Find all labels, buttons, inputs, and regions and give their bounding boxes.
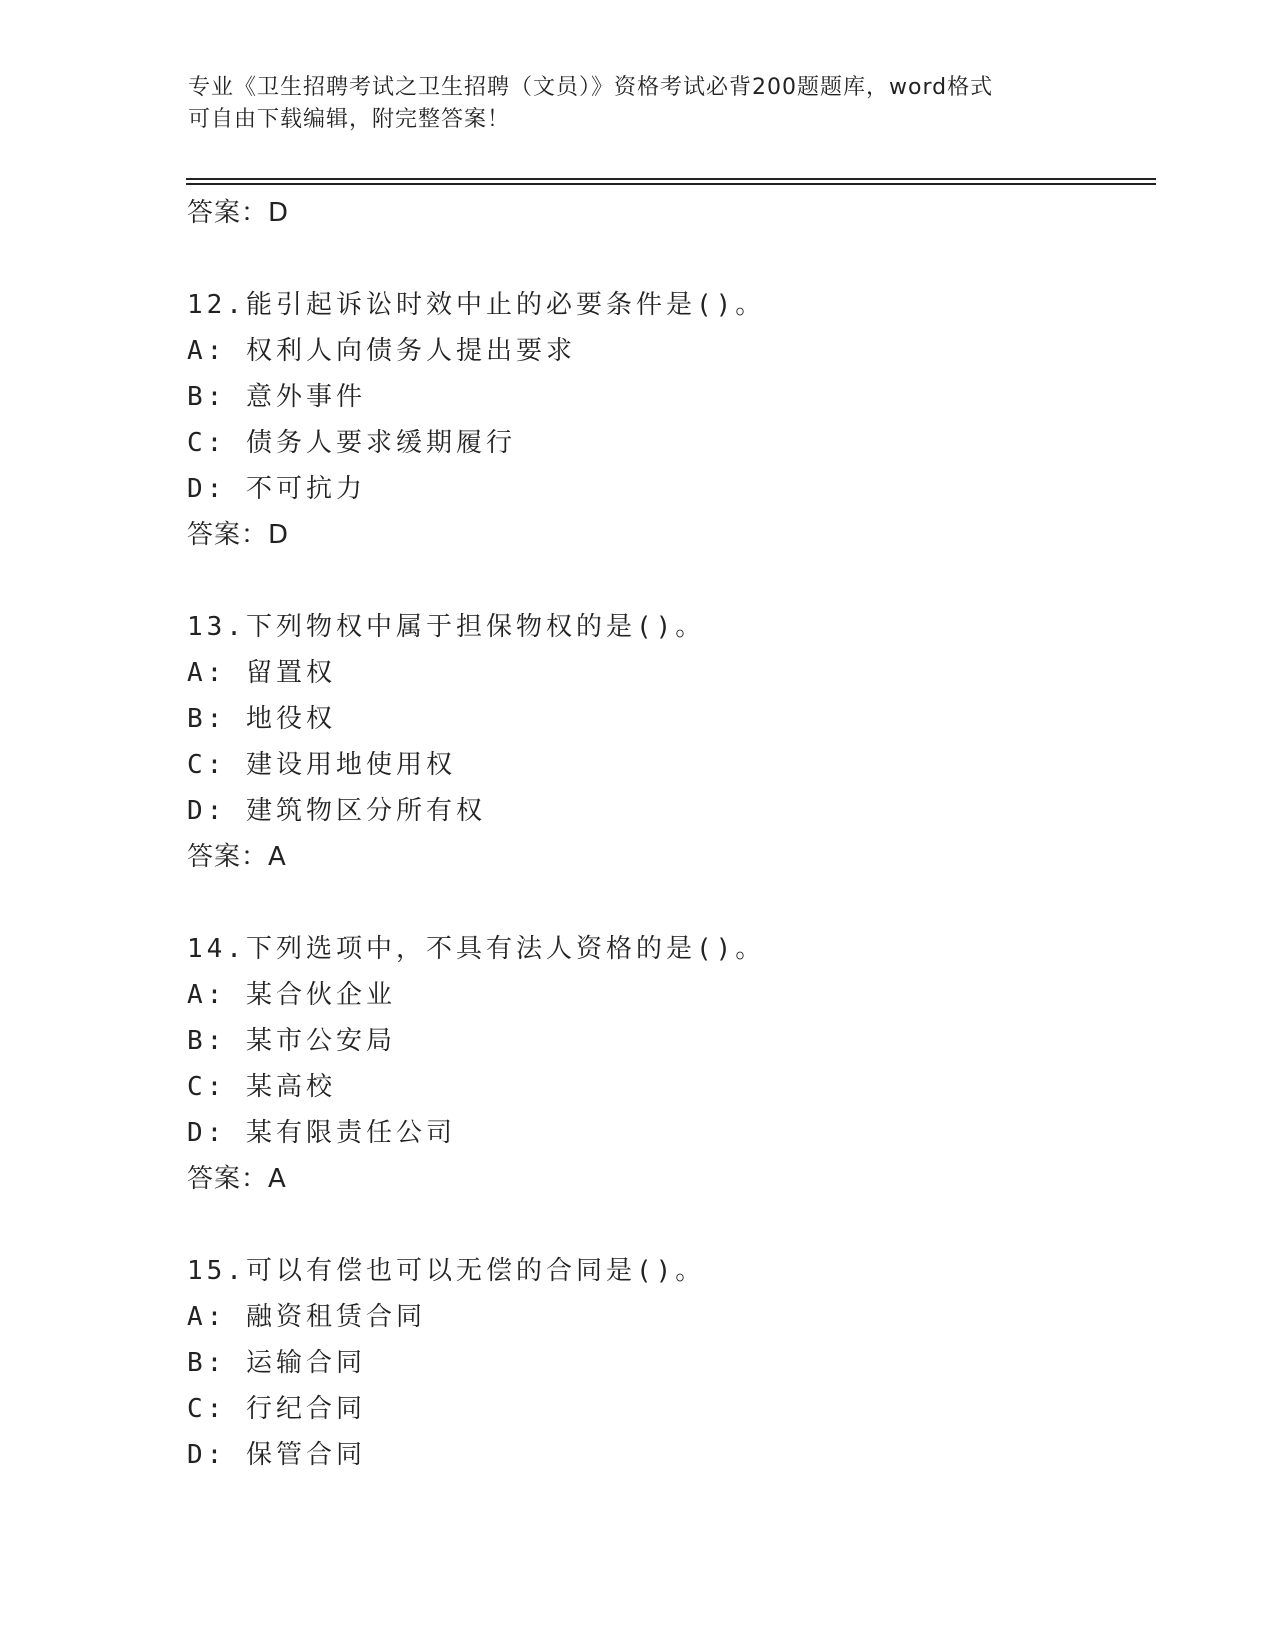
option-c: C: 建设用地使用权	[187, 750, 456, 780]
option-c: C: 行纪合同	[187, 1394, 366, 1424]
spacer	[187, 880, 1147, 926]
option-b: B: 地役权	[187, 704, 336, 734]
option-a: A: 某合伙企业	[187, 980, 396, 1010]
header-divider-top	[186, 178, 1156, 180]
document-header	[188, 72, 1068, 136]
previous-answer: 答案：D	[187, 198, 290, 228]
option-d: D: 保管合同	[187, 1440, 366, 1470]
question-stem: 14.下列选项中，不具有法人资格的是()。	[187, 934, 766, 964]
question-13	[187, 604, 1147, 880]
header-line-1: 专业《卫生招聘考试之卫生招聘（文员）》资格考试必背200题题库，word格式	[188, 75, 994, 100]
option-b: B: 意外事件	[187, 382, 366, 412]
option-c: C: 债务人要求缓期履行	[187, 428, 516, 458]
question-stem: 13.下列物权中属于担保物权的是()。	[187, 612, 706, 642]
header-line-2: 可自由下载编辑，附完整答案！	[188, 107, 511, 132]
option-a: A: 留置权	[187, 658, 336, 688]
question-stem: 12.能引起诉讼时效中止的必要条件是()。	[187, 290, 766, 320]
option-d: D: 某有限责任公司	[187, 1118, 456, 1148]
answer: 答案：A	[187, 842, 287, 872]
header-divider-bottom	[186, 183, 1156, 185]
option-b: B: 某市公安局	[187, 1026, 396, 1056]
option-b: B: 运输合同	[187, 1348, 366, 1378]
option-a: A: 权利人向债务人提出要求	[187, 336, 576, 366]
question-list	[187, 190, 1147, 1478]
spacer	[187, 236, 1147, 282]
question-15	[187, 1248, 1147, 1478]
spacer	[187, 1202, 1147, 1248]
option-c: C: 某高校	[187, 1072, 336, 1102]
question-12	[187, 282, 1147, 558]
spacer	[187, 558, 1147, 604]
question-stem: 15.可以有偿也可以无偿的合同是()。	[187, 1256, 706, 1286]
option-d: D: 不可抗力	[187, 474, 366, 504]
option-a: A: 融资租赁合同	[187, 1302, 426, 1332]
option-d: D: 建筑物区分所有权	[187, 796, 486, 826]
question-14	[187, 926, 1147, 1202]
answer: 答案：D	[187, 520, 290, 550]
answer: 答案：A	[187, 1164, 287, 1194]
